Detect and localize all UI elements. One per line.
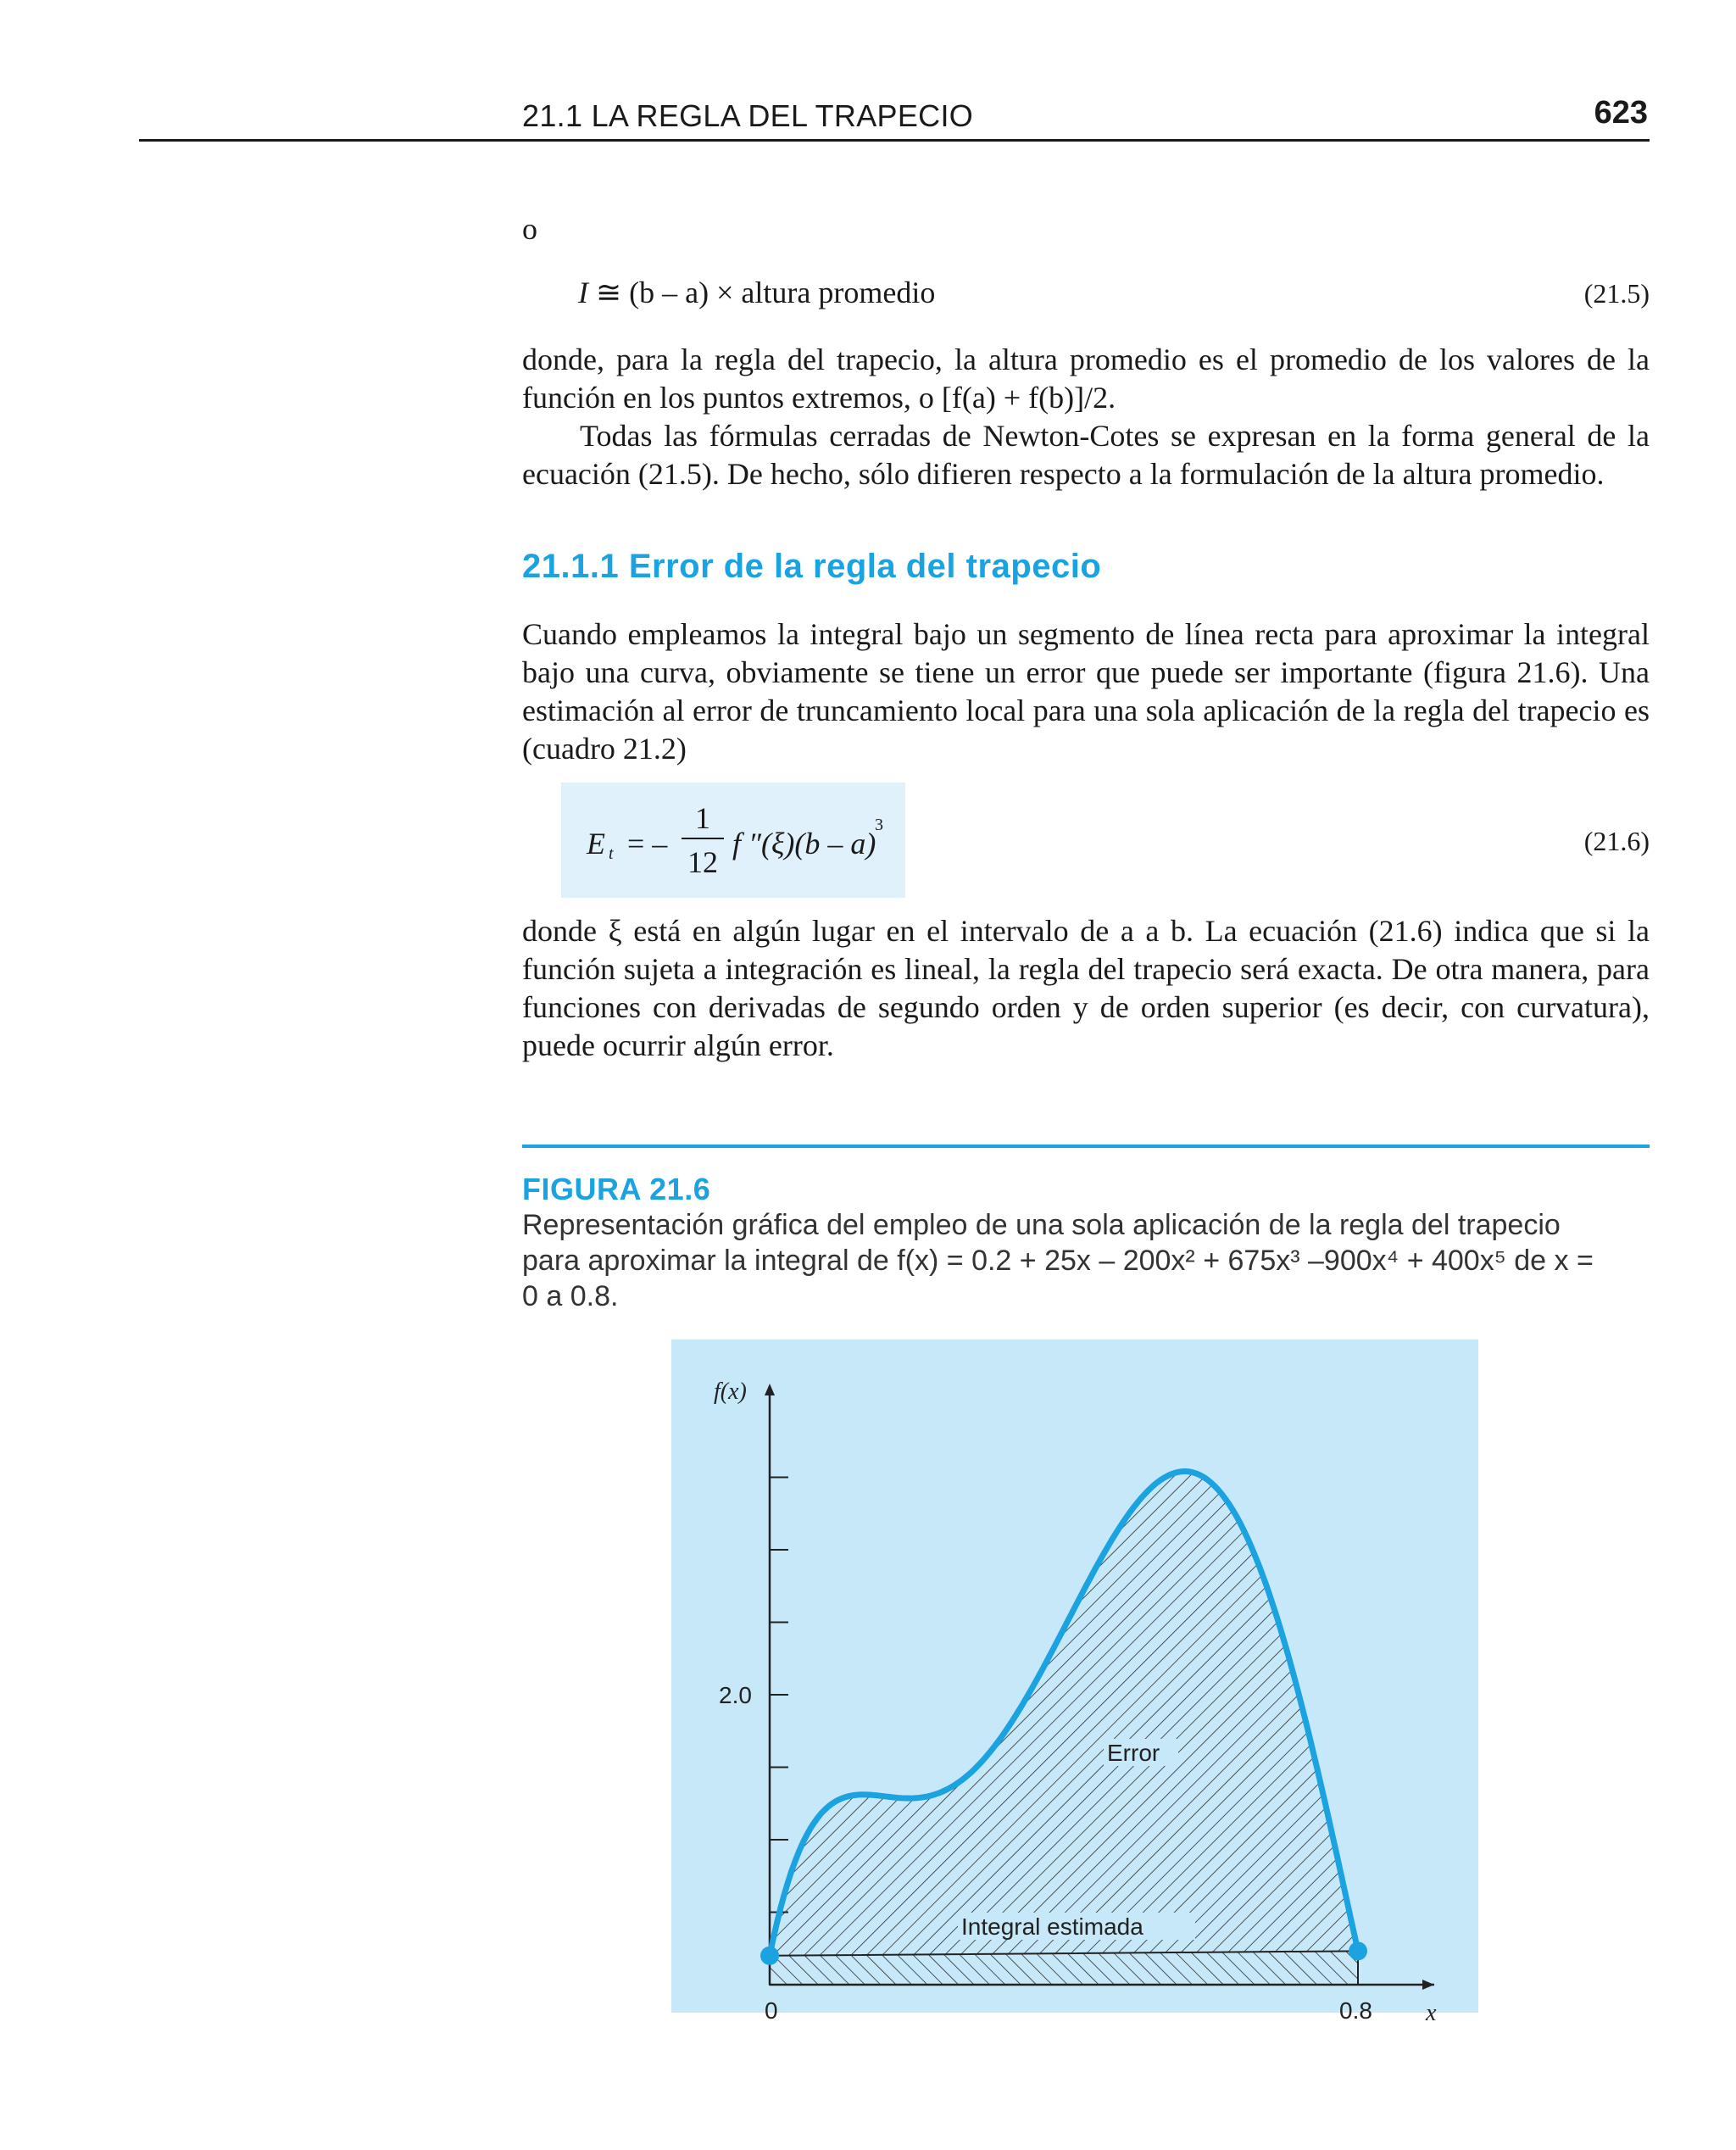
y-tick-label: 2.0: [719, 1682, 752, 1708]
eq-21-6-fraction-bar: [682, 838, 724, 839]
eq-21-6-denominator: 12: [687, 845, 718, 879]
integral-estimate-region: [770, 1951, 1358, 1985]
chart-svg: [671, 1340, 1478, 2026]
connector-word: o: [522, 212, 537, 246]
figure-top-rule: [522, 1145, 1650, 1148]
eq-21-6-rhs: f ″(ξ)(b – a): [732, 827, 876, 861]
endpoint-b-marker: [1349, 1941, 1367, 1960]
eq-21-5-number: (21.5): [1583, 278, 1650, 309]
endpoint-a-marker: [760, 1947, 779, 1965]
paragraph-average-height: donde, para la regla del trapecio, la altura promedio es el promedio de los valores de la función en los puntos extremos, o [f(a) + f(b)]/2.: [522, 343, 1650, 415]
equation-21-6: [522, 800, 1650, 885]
eq-21-5-lhs: I: [578, 276, 588, 309]
page-number: 623: [1594, 95, 1648, 131]
x-tick-label: 0: [765, 1997, 778, 2024]
figure-chart: [671, 1340, 1478, 2026]
figure-label: FIGURA 21.6: [522, 1172, 711, 1206]
paragraph-newton-cotes: Todas las fórmulas cerradas de Newton-Cotes se expresan en la forma general de la ecuación (21.5). De hecho, sólo difieren respecto a la formulación de la altura promedio.: [522, 419, 1650, 491]
eq-21-6-equals: = –: [627, 827, 668, 861]
paragraph-xi-interval: donde ξ está en algún lugar en el intervalo de a a b. La ecuación (21.6) indica que si la función sujeta a integración es lineal, la regla del trapecio será exacta. De otra manera, para funciones con derivadas de segundo orden y de orden superior (es decir, con curvatura), puede ocurrir algún error.: [522, 914, 1650, 1062]
paragraph-truncation-error: Cuando empleamos la integral bajo un segmento de línea recta para aproximar la integral bajo una curva, obviamente se tiene un error que puede ser importante (figura 21.6). Una estimación al error de truncamiento local para una sola aplicación de la regla del trapecio es (cuadro 21.2): [522, 617, 1650, 766]
figure-caption: Representación gráfica del empleo de una sola aplicación de la regla del trapecio para aproximar la integral de f(x) = 0.2 + 25x – 200x² + 675x³ –900x⁴ + 400x⁵ de x = 0 a 0.8.: [522, 1209, 1594, 1312]
annotation-error: Error: [1107, 1740, 1160, 1766]
eq-21-5-approx: ≅: [596, 276, 622, 309]
eq-21-6-rhs-exponent: 3: [875, 816, 883, 834]
eq-21-5-expression: (b – a) × altura promedio: [629, 276, 936, 309]
eq-21-6-lhs: E: [587, 827, 605, 861]
annotation-integral-estimate: Integral estimada: [961, 1913, 1143, 1940]
running-header-title: 21.1 LA REGLA DEL TRAPECIO: [522, 98, 974, 133]
eq-21-6-numerator: 1: [695, 801, 710, 835]
running-header: [139, 92, 1650, 142]
eq-21-6-number: (21.6): [1583, 826, 1650, 856]
eq-21-6-lhs-subscript: t: [609, 844, 614, 863]
y-axis-label: f(x): [714, 1379, 747, 1405]
x-tick-label: 0.8: [1339, 1997, 1372, 2024]
x-axis-label: x: [1426, 2000, 1437, 2026]
section-heading: 21.1.1 Error de la regla del trapecio: [522, 548, 1102, 585]
